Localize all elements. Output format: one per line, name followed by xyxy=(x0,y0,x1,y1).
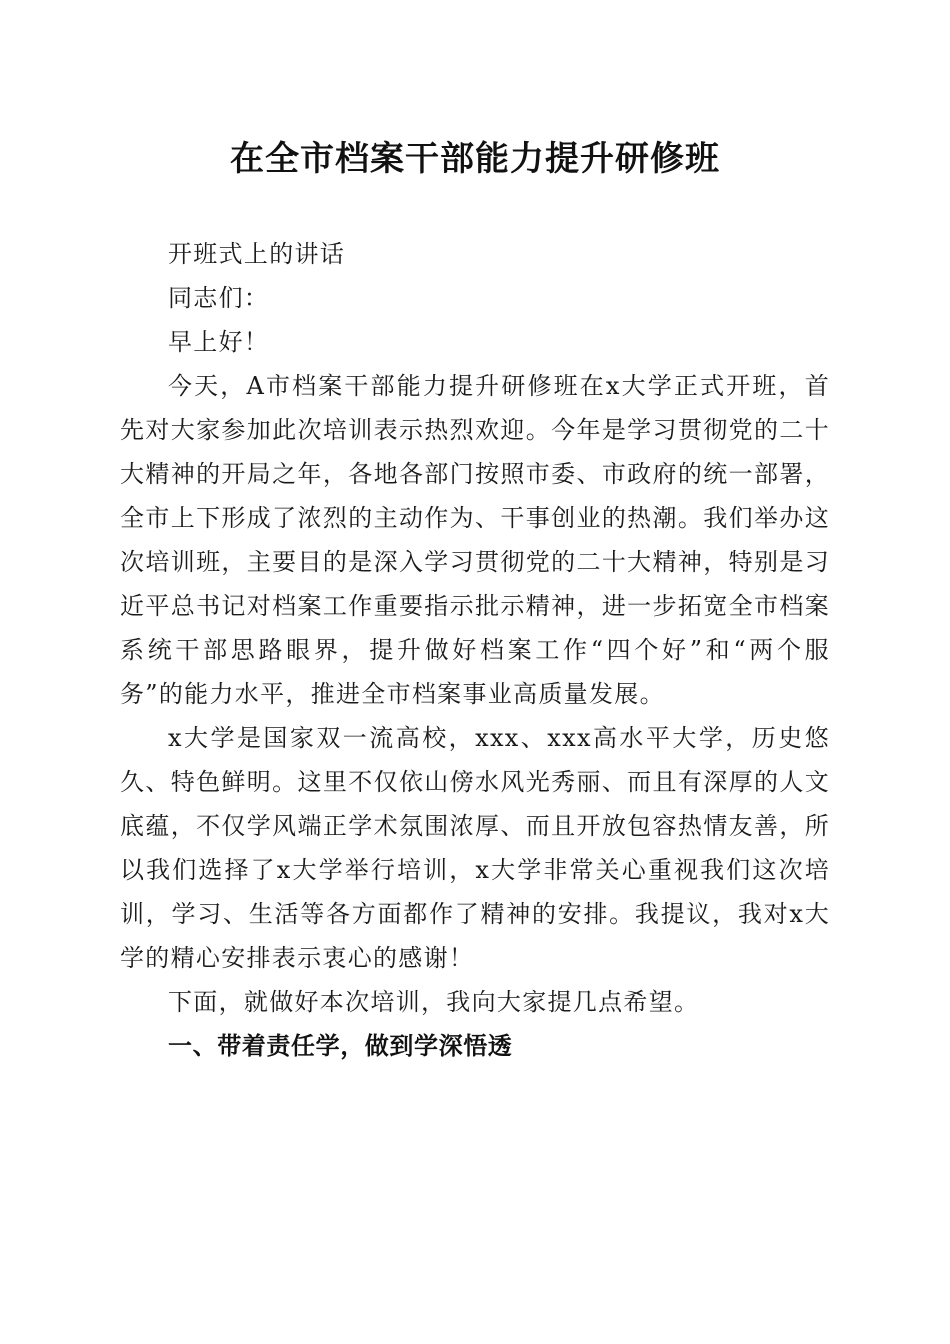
salutation: 同志们： xyxy=(168,284,270,312)
paragraph-opening: 今天，A市档案干部能力提升研修班在x大学正式开班，首先对大家参加此次培训表示热烈欢迎。今年是学习贯彻党的二十大精神的开局之年，各地各部门按照市委、市政府的统一部署，全市上下形成了浓烈的主动作为、干事创业的热潮。我们举办这次培训班，主要目的是深入学习贯彻党的二十大精神，特别是习近平总书记对档案工作重要指示批示精神，进一步拓宽全市档案系统干部思路眼界，提升做好档案工作“四个好”和“两个服务”的能力水平，推进全市档案事业高质量发展。 xyxy=(120,372,830,708)
document-body xyxy=(120,232,830,1068)
subtitle-line: 开班式上的讲话 xyxy=(168,240,346,268)
paragraph-university: x大学是国家双一流高校，xxx、xxx高水平大学，历史悠久、特色鲜明。这里不仅依山傍水风光秀丽、而且有深厚的人文底蕴，不仅学风端正学术氛围浓厚、而且开放包容热情友善，所以我们选择了x大学举行培训，x大学非常关心重视我们这次培训，学习、生活等各方面都作了精神的安排。我提议，我对x大学的精心安排表示衷心的感谢！ xyxy=(120,724,830,972)
document-title: 在全市档案干部能力提升研修班 xyxy=(230,139,720,179)
paragraph-transition: 下面，就做好本次培训，我向大家提几点希望。 xyxy=(168,988,700,1016)
section-heading: 一、带着责任学，做到学深悟透 xyxy=(168,1032,513,1060)
greeting: 早上好！ xyxy=(168,328,270,356)
